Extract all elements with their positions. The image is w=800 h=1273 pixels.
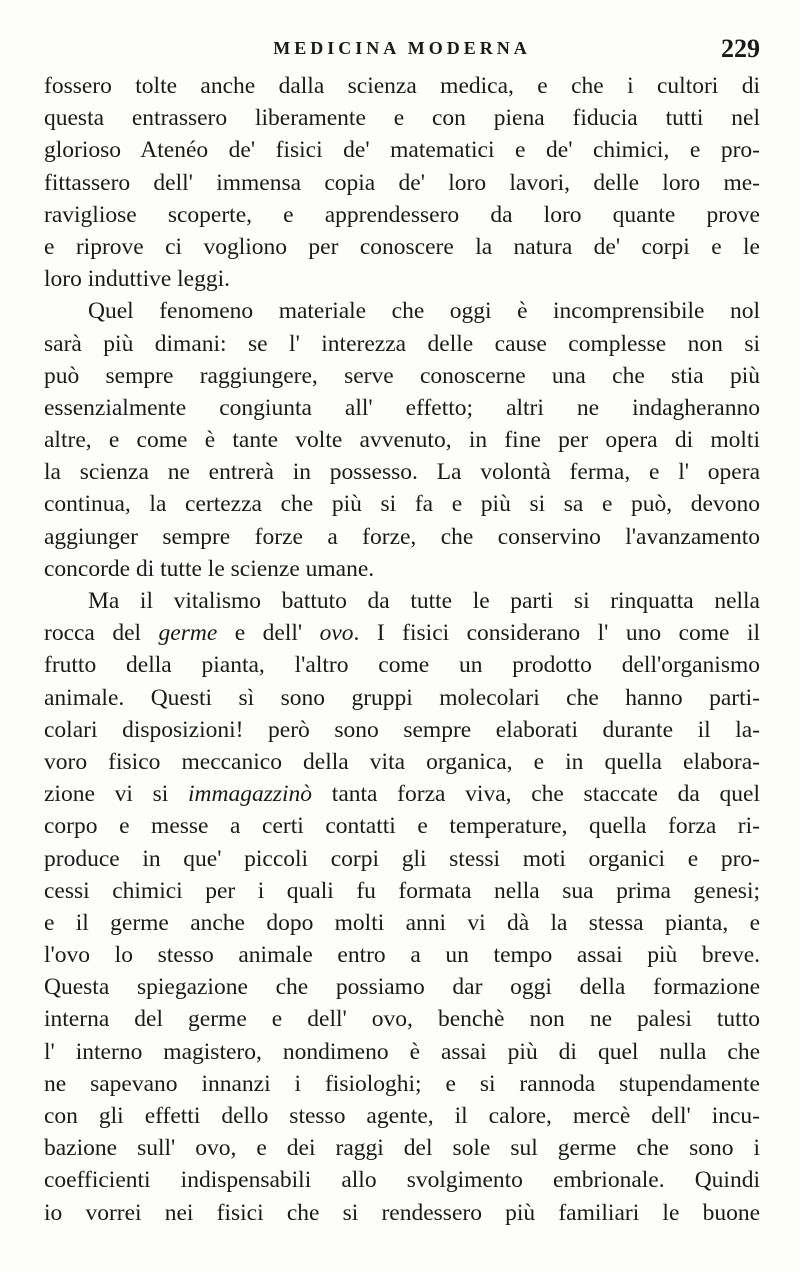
- paragraph: [44, 70, 760, 295]
- text-line: ravigliose scoperte, e apprendessero da loro quante prove: [44, 201, 760, 228]
- text-line: voro fisico meccanico della vita organica, e in quella elabora-: [44, 748, 760, 775]
- running-title: MEDICINA MODERNA: [273, 38, 531, 58]
- text-line: colari disposizioni! però sono sempre elaborati durante il la-: [44, 716, 760, 743]
- text-line: animale. Questi sì sono gruppi molecolari che hanno parti-: [44, 684, 760, 711]
- paragraph: [44, 295, 760, 585]
- text-line: rocca del germe e dell' ovo. I fisici considerano l' uno come il: [44, 620, 760, 647]
- text-line: io vorrei nei fisici che si rendessero più familiari le buone: [44, 1199, 760, 1226]
- text-line: questa entrassero liberamente e con piena fiducia tutti nel: [44, 105, 760, 132]
- text-line: frutto della pianta, l'altro come un prodotto dell'organismo: [44, 652, 760, 679]
- text-line: può sempre raggiungere, serve conoscerne una che stia più: [44, 362, 760, 389]
- text-line: e riprove ci vogliono per conoscere la natura de' corpi e le: [44, 233, 760, 260]
- text-line: continua, la certezza che più si fa e più si sa e può, devono: [44, 491, 760, 518]
- text-line: zione vi si immagazzinò tanta forza viva, che staccate da quel: [44, 781, 760, 808]
- text-line: aggiunger sempre forze a forze, che conservino l'avanzamento: [44, 523, 760, 550]
- text-line: l'ovo lo stesso animale entro a un tempo assai più breve.: [44, 942, 760, 969]
- italic-term: germe: [158, 620, 218, 647]
- text-line: altre, e come è tante volte avvenuto, in fine per opera di molti: [44, 427, 760, 454]
- paragraph: [44, 585, 760, 1229]
- text-line: corpo e messe a certi contatti e temperature, quella forza ri-: [44, 813, 760, 840]
- text-line: Quel fenomeno materiale che oggi è incomprensibile nol: [88, 298, 760, 325]
- text-line: essenzialmente congiunta all' effetto; altri ne indagheranno: [44, 394, 760, 421]
- text-line: loro induttive leggi.: [44, 266, 231, 293]
- text-line: produce in que' piccoli corpi gli stessi moti organici e pro-: [44, 845, 760, 872]
- text-line: con gli effetti dello stesso agente, il calore, mercè dell' incu-: [44, 1103, 760, 1129]
- italic-term: ovo: [319, 620, 354, 647]
- italic-term: immagazzinò: [188, 781, 313, 808]
- text-line: Questa spiegazione che possiamo dar oggi della formazione: [44, 974, 760, 1001]
- text-line: cessi chimici per i quali fu formata nella sua prima genesi;: [44, 877, 760, 904]
- text-line: e il germe anche dopo molti anni vi dà la stessa pianta, e: [44, 909, 760, 936]
- text-line: Ma il vitalismo battuto da tutte le parti si rinquatta nella: [88, 588, 760, 614]
- text-line: la scienza ne entrerà in possesso. La volontà ferma, e l' opera: [44, 459, 760, 486]
- text-line: interna del germe e dell' ovo, benchè non ne palesi tutto: [44, 1006, 760, 1033]
- page-number: 229: [721, 34, 760, 63]
- text-line: fossero tolte anche dalla scienza medica, e che i cultori di: [44, 73, 760, 99]
- text-line: fittassero dell' immensa copia de' loro lavori, delle loro me-: [44, 169, 760, 196]
- text-line: coefficienti indispensabili allo svolgimento embrionale. Quindi: [44, 1167, 760, 1194]
- body-text: [44, 70, 760, 1229]
- text-line: sarà più dimani: se l' interezza delle cause complesse non si: [44, 330, 760, 357]
- text-line: ne sapevano innanzi i fisiologhi; e si rannoda stupendamente: [44, 1070, 760, 1097]
- page-header: [44, 34, 760, 64]
- text-line: glorioso Atenéo de' fisici de' matematici e de' chimici, e pro-: [44, 137, 760, 164]
- text-line: l' interno magistero, nondimeno è assai più di quel nulla che: [44, 1038, 760, 1065]
- text-line: bazione sull' ovo, e dei raggi del sole sul germe che sono i: [44, 1135, 760, 1162]
- text-line: concorde di tutte le scienze umane.: [44, 555, 375, 582]
